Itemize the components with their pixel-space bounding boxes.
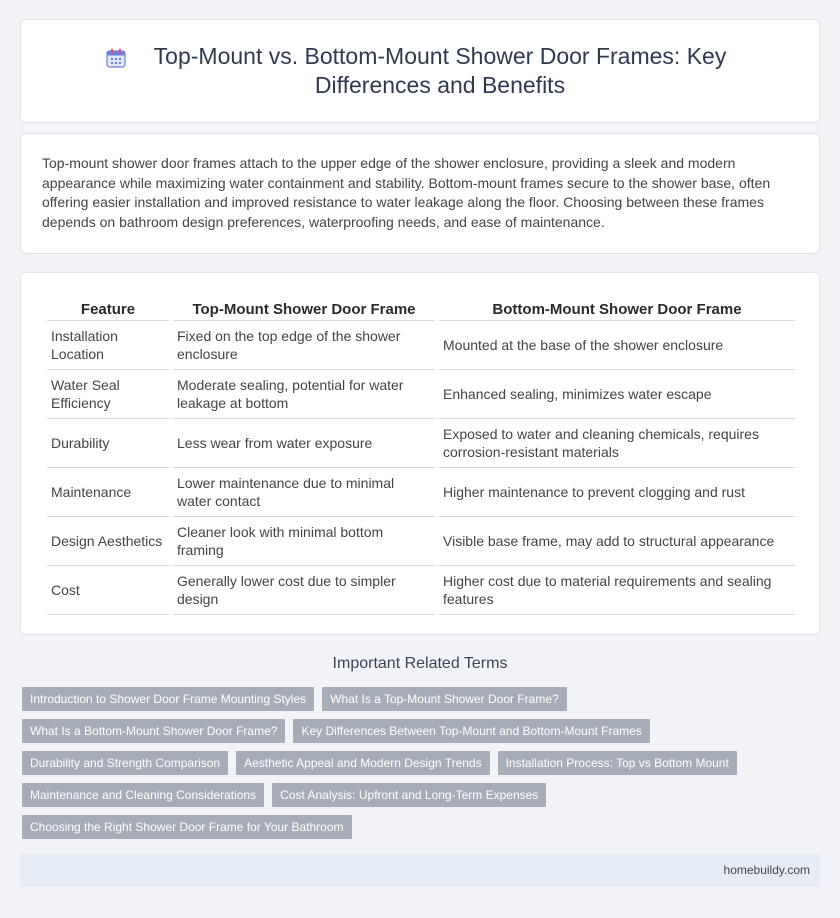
column-header-bottom-mount: Bottom-Mount Shower Door Frame xyxy=(439,293,795,321)
comparison-card xyxy=(20,272,820,635)
related-term-tag[interactable]: Aesthetic Appeal and Modern Design Trends xyxy=(236,751,489,775)
table-cell: Lower maintenance due to minimal water contact xyxy=(173,468,435,517)
column-header-top-mount: Top-Mount Shower Door Frame xyxy=(173,293,435,321)
table-cell: Fixed on the top edge of the shower enclosure xyxy=(173,321,435,370)
related-term-tag[interactable]: Choosing the Right Shower Door Frame for Your Bathroom xyxy=(22,815,352,839)
related-term-tag[interactable]: What Is a Top-Mount Shower Door Frame? xyxy=(322,687,567,711)
related-term-tag[interactable]: Installation Process: Top vs Bottom Mount xyxy=(498,751,737,775)
table-row xyxy=(47,517,795,566)
related-term-tag[interactable]: Introduction to Shower Door Frame Mounting Styles xyxy=(22,687,314,711)
intro-paragraph: Top-mount shower door frames attach to the upper edge of the shower enclosure, providing a sleek and modern appearance while maximizing water containment and stability. Bottom-mount frames secure to the shower base, often offering easier installation and improved resistance to water leakage along the floor. Choosing between these frames depends on bathroom design preferences, waterproofing needs, and ease of maintenance. xyxy=(42,155,771,230)
table-cell: Cleaner look with minimal bottom framing xyxy=(173,517,435,566)
table-cell: Higher cost due to material requirements and sealing features xyxy=(439,566,795,615)
footer xyxy=(20,854,820,887)
column-header-feature: Feature xyxy=(47,293,169,321)
table-cell: Cost xyxy=(47,566,169,615)
table-cell: Visible base frame, may add to structural appearance xyxy=(439,517,795,566)
table-cell: Exposed to water and cleaning chemicals, requires corrosion-resistant materials xyxy=(439,419,795,468)
footer-site-link[interactable]: homebuildy.com xyxy=(723,863,810,877)
related-term-tag[interactable]: What Is a Bottom-Mount Shower Door Frame? xyxy=(22,719,285,743)
related-term-tag[interactable]: Key Differences Between Top-Mount and Bottom-Mount Frames xyxy=(293,719,649,743)
table-cell: Enhanced sealing, minimizes water escape xyxy=(439,370,795,419)
table-header-row xyxy=(47,293,795,321)
table-cell: Durability xyxy=(47,419,169,468)
intro-card xyxy=(20,133,820,254)
table-cell: Moderate sealing, potential for water leakage at bottom xyxy=(173,370,435,419)
table-cell: Higher maintenance to prevent clogging and rust xyxy=(439,468,795,517)
related-term-tag[interactable]: Cost Analysis: Upfront and Long-Term Expenses xyxy=(272,783,546,807)
table-row xyxy=(47,419,795,468)
table-cell: Generally lower cost due to simpler design xyxy=(173,566,435,615)
table-row xyxy=(47,566,795,615)
table-row xyxy=(47,468,795,517)
related-term-tag[interactable]: Durability and Strength Comparison xyxy=(22,751,228,775)
page-title: Top-Mount vs. Bottom-Mount Shower Door Frames: Key Differences and Benefits xyxy=(153,43,727,98)
table-cell: Water Seal Efficiency xyxy=(47,370,169,419)
related-terms-list xyxy=(22,687,762,847)
table-cell: Installation Location xyxy=(47,321,169,370)
table-cell: Less wear from water exposure xyxy=(173,419,435,468)
table-cell: Maintenance xyxy=(47,468,169,517)
table-row xyxy=(47,321,795,370)
comparison-table xyxy=(43,293,799,615)
related-terms-heading: Important Related Terms xyxy=(332,655,508,672)
table-cell: Mounted at the base of the shower enclosure xyxy=(439,321,795,370)
table-cell: Design Aesthetics xyxy=(47,517,169,566)
title-card xyxy=(20,19,820,123)
table-row xyxy=(47,370,795,419)
related-term-tag[interactable]: Maintenance and Cleaning Considerations xyxy=(22,783,264,807)
